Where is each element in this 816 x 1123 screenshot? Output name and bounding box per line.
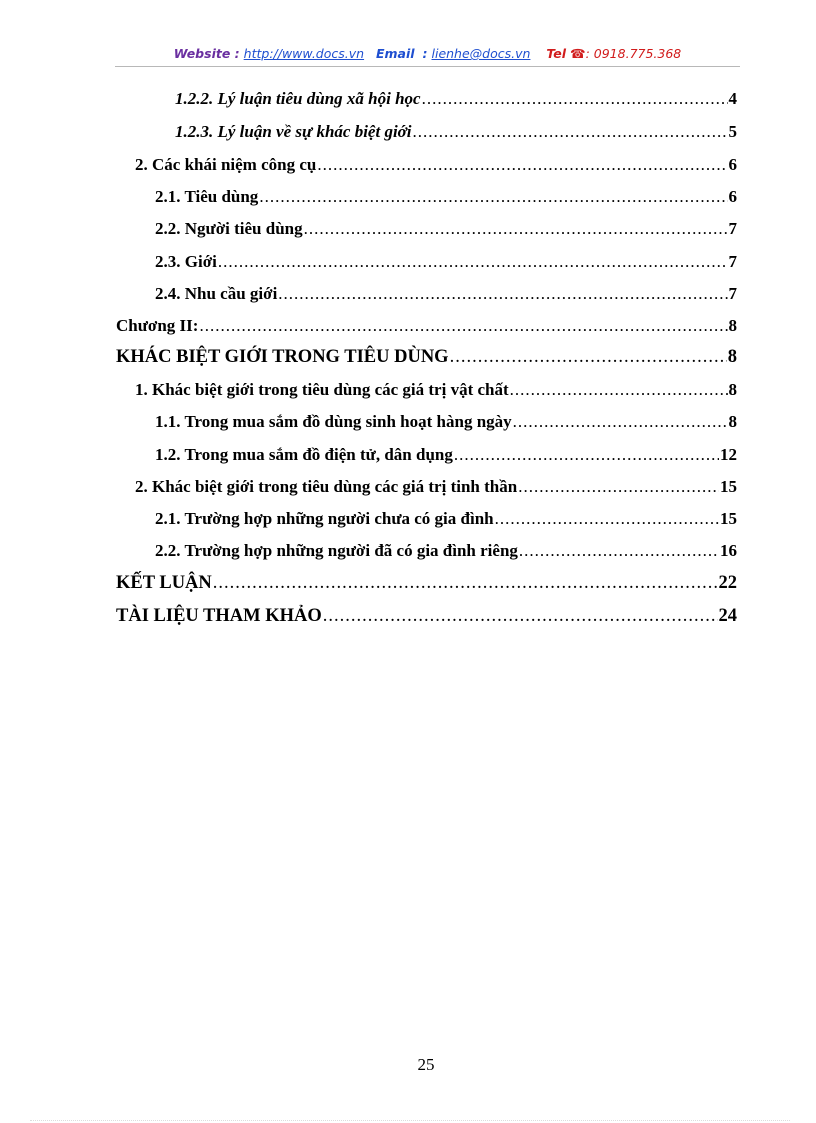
toc-leader (495, 509, 719, 529)
toc-entry[interactable] (155, 445, 737, 465)
toc-entry-title: 2. Khác biệt giới trong tiêu dùng các giá trị tinh thần (135, 477, 518, 496)
email-label: Email (375, 46, 415, 61)
toc-entry[interactable] (155, 219, 737, 239)
toc-entry-page: 8 (728, 316, 737, 335)
toc-entry-page: 6 (728, 155, 737, 174)
tel-value: : 0918.775.368 (585, 46, 682, 61)
toc-leader (199, 316, 727, 336)
website-label: Website : (173, 46, 240, 61)
toc-entry[interactable] (155, 187, 737, 207)
toc-leader (422, 89, 728, 109)
toc-leader (450, 347, 727, 368)
toc-entry-title: 2. Các khái niệm công cụ (135, 155, 317, 174)
toc-entry-page: 8 (727, 347, 737, 367)
toc-leader (304, 219, 728, 239)
toc-entry-page: 15 (720, 477, 737, 496)
toc-leader (513, 412, 728, 432)
toc-entry-page: 15 (720, 509, 737, 528)
toc-entry-page: 7 (728, 284, 737, 303)
toc-entry-title: 2.4. Nhu cầu giới (155, 284, 278, 303)
page-bottom-edge (30, 1120, 790, 1121)
toc-entry-page: 24 (718, 606, 737, 626)
toc-entry-page: 22 (718, 573, 737, 593)
toc-entry-title: 1.2. Trong mua sắm đồ điện tử, dân dụng (155, 445, 453, 464)
toc-entry-title: 2.3. Giới (155, 252, 217, 271)
toc-entry[interactable] (116, 316, 737, 336)
toc-entry-title: 1. Khác biệt giới trong tiêu dùng các giá trị vật chất (135, 380, 509, 399)
toc-entry[interactable] (155, 541, 737, 561)
email-link[interactable]: lienhe@docs.vn (431, 46, 531, 61)
toc-entry[interactable] (155, 509, 737, 529)
phone-icon: ☎ (570, 46, 586, 61)
page-header (115, 46, 740, 61)
toc-entry-page: 7 (728, 252, 737, 271)
toc-entry[interactable] (175, 89, 737, 109)
toc-entry-page: 4 (728, 89, 737, 108)
toc-entry[interactable] (155, 284, 737, 304)
toc-entry-page: 7 (728, 219, 737, 238)
toc-entry-page: 8 (728, 380, 737, 399)
toc-leader (323, 606, 718, 627)
toc-entry-page: 8 (728, 412, 737, 431)
email-separator: : (422, 46, 428, 61)
toc-leader (278, 284, 727, 304)
toc-entry[interactable] (116, 573, 737, 594)
toc-entry-title: 1.1. Trong mua sắm đồ dùng sinh hoạt hàng ngày (155, 412, 512, 431)
toc-leader (454, 445, 719, 465)
toc-entry-title: 2.1. Tiêu dùng (155, 187, 259, 206)
toc-entry[interactable] (155, 252, 737, 272)
toc-entry[interactable] (175, 122, 737, 142)
toc-entry-page: 16 (720, 541, 737, 560)
toc-entry[interactable] (135, 477, 737, 497)
toc-entry[interactable] (135, 380, 737, 400)
toc-entry-title: KẾT LUẬN (116, 573, 212, 593)
toc-entry[interactable] (116, 347, 737, 368)
toc-entry-title: TÀI LIỆU THAM KHẢO (116, 606, 322, 626)
tel-label: Tel (546, 46, 567, 61)
toc-entry-title: 2.2. Người tiêu dùng (155, 219, 303, 238)
toc-entry-title: KHÁC BIỆT GIỚI TRONG TIÊU DÙNG (116, 347, 449, 367)
toc-leader (259, 187, 727, 207)
toc-entry[interactable] (155, 412, 737, 432)
toc-entry[interactable] (116, 606, 737, 627)
toc-entry[interactable] (135, 155, 737, 175)
toc-entry-title: 1.2.3. Lý luận về sự khác biệt giới (175, 122, 412, 141)
toc-entry-page: 5 (728, 122, 737, 141)
toc-entry-page: 6 (728, 187, 737, 206)
website-link[interactable]: http://www.docs.vn (243, 46, 365, 61)
header-divider (115, 66, 740, 67)
toc-leader (213, 573, 718, 594)
toc-entry-page: 12 (720, 445, 737, 464)
toc-leader (518, 477, 719, 497)
toc-leader (218, 252, 728, 272)
toc-entry-title: 2.2. Trường hợp những người đã có gia đình riêng (155, 541, 518, 560)
toc-entry-title: Chương II: (116, 316, 199, 335)
toc-entry-title: 2.1. Trường hợp những người chưa có gia đình (155, 509, 494, 528)
toc-leader (510, 380, 728, 400)
toc-leader (413, 122, 728, 142)
toc-leader (519, 541, 719, 561)
page-number: 25 (417, 1055, 435, 1074)
toc-entry-title: 1.2.2. Lý luận tiêu dùng xã hội học (175, 89, 421, 108)
toc-leader (317, 155, 727, 175)
